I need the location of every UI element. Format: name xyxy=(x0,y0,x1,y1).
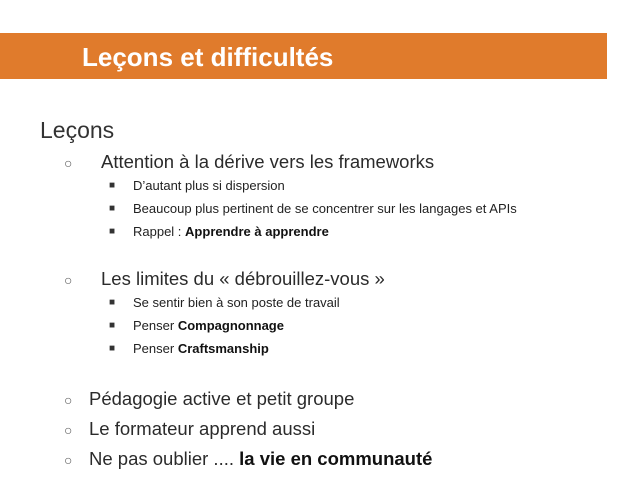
sub-bullet-prefix: Penser xyxy=(133,341,178,356)
slide-title: Leçons et difficultés xyxy=(82,42,334,72)
square-bullet-icon: ■ xyxy=(109,203,116,214)
bullet-text: Pédagogie active et petit groupe xyxy=(89,388,355,409)
circle-bullet-icon: ○ xyxy=(64,392,73,408)
sub-bullet-emphasis: Apprendre à apprendre xyxy=(185,224,329,239)
sub-bullet-text: Se sentir bien à son poste de travail xyxy=(133,295,340,310)
circle-bullet-icon: ○ xyxy=(64,452,73,468)
circle-bullet-icon: ○ xyxy=(64,422,73,438)
bullet-text: Attention à la dérive vers les frameworks xyxy=(101,151,435,172)
square-bullet-icon: ■ xyxy=(109,343,116,354)
square-bullet-icon: ■ xyxy=(109,180,116,191)
square-bullet-icon: ■ xyxy=(109,320,116,331)
circle-bullet-icon: ○ xyxy=(64,155,73,171)
bullet-prefix: Ne pas oublier .... xyxy=(89,448,240,469)
section-heading: Leçons xyxy=(40,117,115,143)
sub-bullet-emphasis: Craftsmanship xyxy=(177,341,269,356)
sub-bullet-text xyxy=(133,224,329,240)
circle-bullet-icon: ○ xyxy=(64,272,73,288)
sub-bullet-emphasis: Compagnonnage xyxy=(177,318,284,333)
bullet-text: Le formateur apprend aussi xyxy=(89,418,316,439)
sub-bullet-text: D’autant plus si dispersion xyxy=(133,178,285,193)
sub-bullet-text xyxy=(133,341,269,357)
square-bullet-icon: ■ xyxy=(109,226,116,237)
sub-bullet-text xyxy=(133,318,284,334)
bullet-text xyxy=(89,448,432,470)
square-bullet-icon: ■ xyxy=(109,297,116,308)
bullet-text: Les limites du « débrouillez-vous » xyxy=(101,268,385,289)
sub-bullet-prefix: Penser xyxy=(133,318,178,333)
sub-bullet-text: Beaucoup plus pertinent de se concentrer sur les langages et APIs xyxy=(133,201,517,216)
bullet-emphasis: la vie en communauté xyxy=(239,448,433,469)
sub-bullet-prefix: Rappel : xyxy=(133,224,186,239)
